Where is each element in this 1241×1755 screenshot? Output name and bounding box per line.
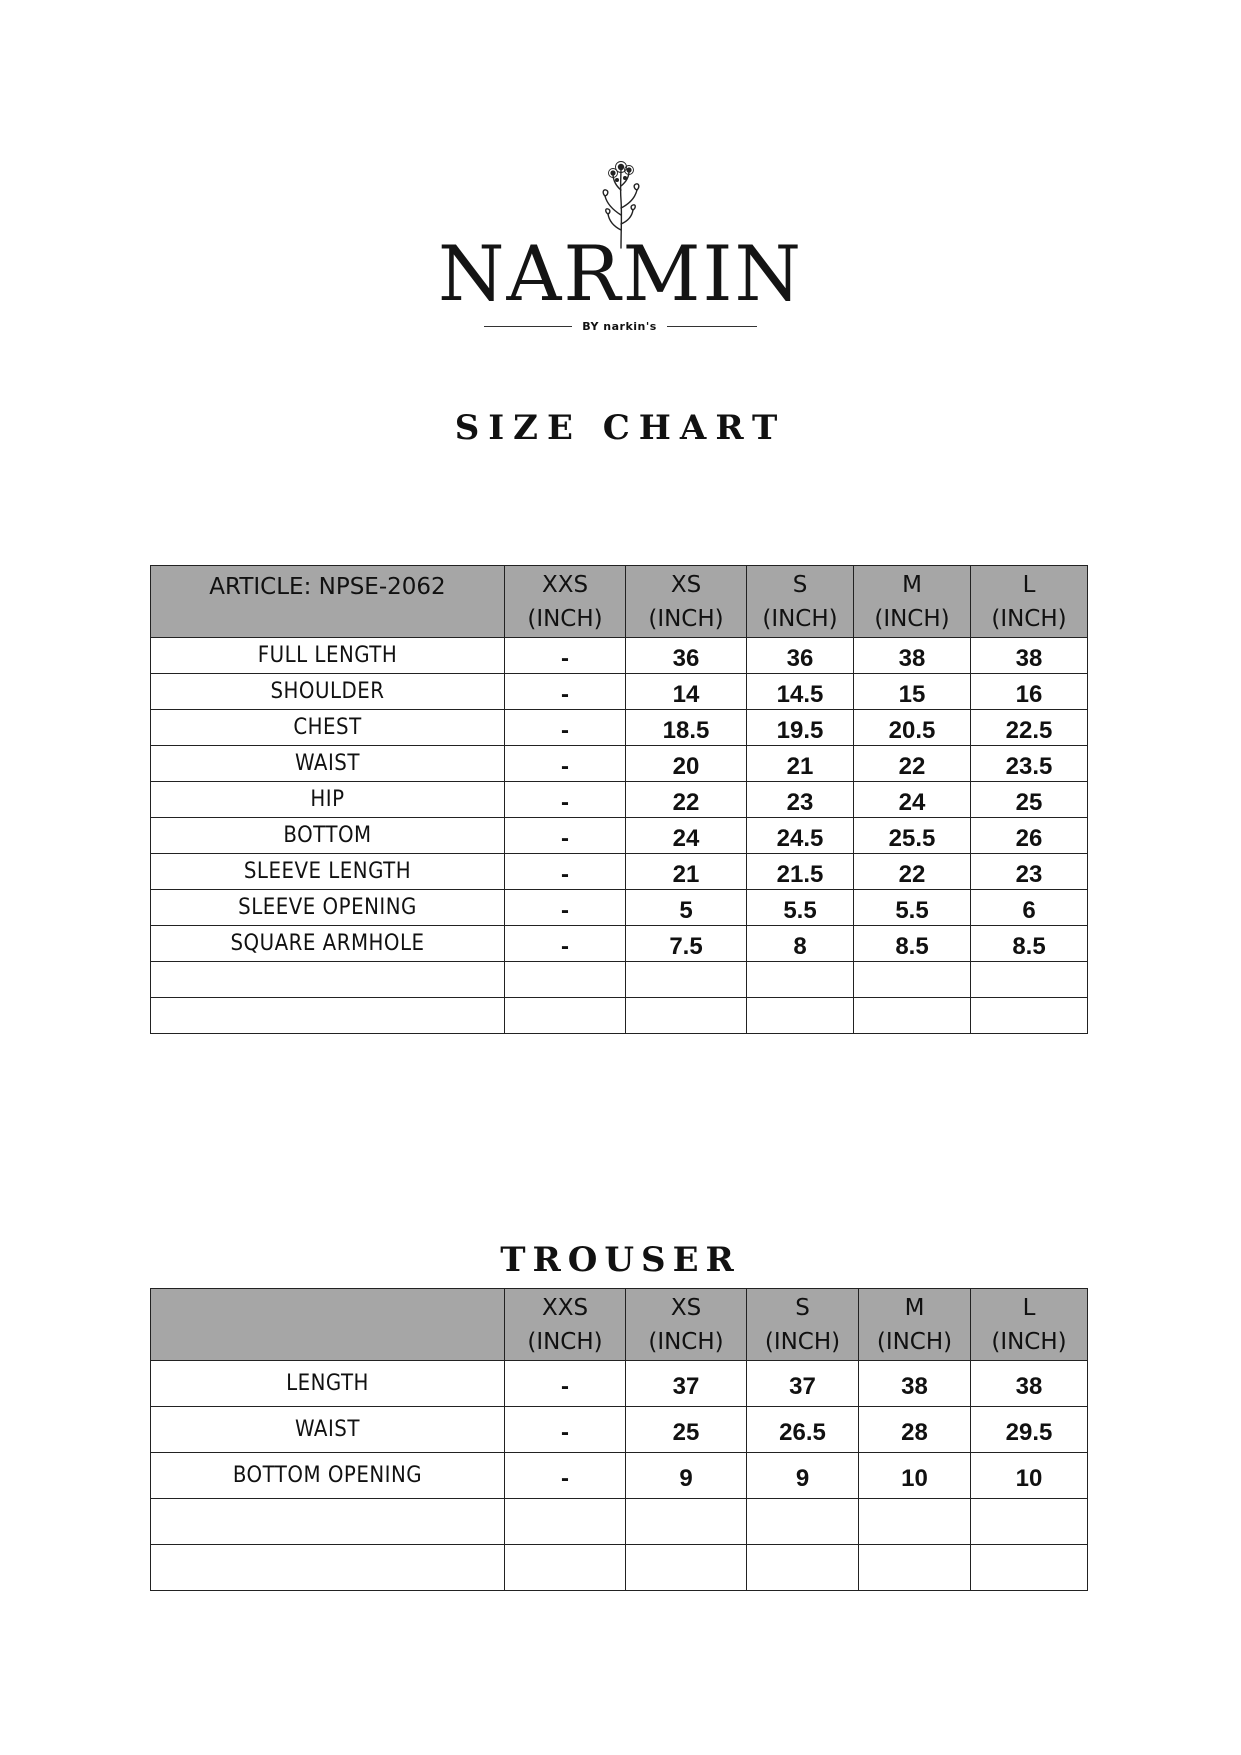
measurement-value bbox=[626, 1499, 747, 1545]
measurement-label: WAIST bbox=[151, 1407, 505, 1453]
size-header-s: S (INCH) bbox=[747, 566, 854, 638]
divider bbox=[484, 326, 572, 327]
measurement-label: CHEST bbox=[151, 710, 505, 746]
measurement-value: 18.5 bbox=[626, 710, 747, 746]
size-header-xxs: XXS (INCH) bbox=[505, 1289, 626, 1361]
measurement-value: 16 bbox=[971, 674, 1088, 710]
measurement-value: 28 bbox=[859, 1407, 971, 1453]
measurement-label bbox=[151, 962, 505, 998]
article-label: ARTICLE: NPSE-2062 bbox=[151, 566, 505, 638]
size-header-l: L (INCH) bbox=[971, 566, 1088, 638]
measurement-label bbox=[151, 998, 505, 1034]
trouser-table bbox=[150, 1288, 1088, 1591]
measurement-value bbox=[505, 962, 626, 998]
measurement-value bbox=[859, 1499, 971, 1545]
table-row bbox=[151, 962, 1088, 998]
measurement-label: SLEEVE LENGTH bbox=[151, 854, 505, 890]
measurement-value: 6 bbox=[971, 890, 1088, 926]
measurement-value bbox=[747, 1545, 859, 1591]
measurement-value: 9 bbox=[626, 1453, 747, 1499]
measurement-value bbox=[747, 962, 854, 998]
table-row bbox=[151, 746, 1088, 782]
table-header-row bbox=[151, 1289, 1088, 1361]
table-row bbox=[151, 854, 1088, 890]
measurement-value: 9 bbox=[747, 1453, 859, 1499]
measurement-value: 10 bbox=[859, 1453, 971, 1499]
measurement-label bbox=[151, 1545, 505, 1591]
measurement-value: 21.5 bbox=[747, 854, 854, 890]
measurement-label: HIP bbox=[151, 782, 505, 818]
size-header-xs: XS (INCH) bbox=[626, 566, 747, 638]
measurement-value: 7.5 bbox=[626, 926, 747, 962]
measurement-label: BOTTOM OPENING bbox=[151, 1453, 505, 1499]
measurement-value: 5 bbox=[626, 890, 747, 926]
measurement-value: 22 bbox=[854, 854, 971, 890]
size-header-xs: XS (INCH) bbox=[626, 1289, 747, 1361]
measurement-value bbox=[971, 1545, 1088, 1591]
measurement-value: 10 bbox=[971, 1453, 1088, 1499]
measurement-value: 23 bbox=[747, 782, 854, 818]
table-row bbox=[151, 1453, 1088, 1499]
measurement-value: 26.5 bbox=[747, 1407, 859, 1453]
size-header-l: L (INCH) bbox=[971, 1289, 1088, 1361]
measurement-value: 37 bbox=[626, 1361, 747, 1407]
measurement-value: - bbox=[505, 1361, 626, 1407]
measurement-value bbox=[971, 1499, 1088, 1545]
measurement-value: 38 bbox=[971, 638, 1088, 674]
measurement-value bbox=[747, 998, 854, 1034]
table-row bbox=[151, 1407, 1088, 1453]
table-row bbox=[151, 782, 1088, 818]
measurement-value: 23 bbox=[971, 854, 1088, 890]
measurement-value: 24.5 bbox=[747, 818, 854, 854]
table-row bbox=[151, 710, 1088, 746]
measurement-value bbox=[854, 998, 971, 1034]
divider bbox=[667, 326, 757, 327]
measurement-value: 20.5 bbox=[854, 710, 971, 746]
measurement-label: SQUARE ARMHOLE bbox=[151, 926, 505, 962]
measurement-value: 23.5 bbox=[971, 746, 1088, 782]
measurement-value bbox=[626, 1545, 747, 1591]
measurement-value: - bbox=[505, 1453, 626, 1499]
table-row bbox=[151, 638, 1088, 674]
measurement-value: 38 bbox=[971, 1361, 1088, 1407]
measurement-value: 8.5 bbox=[854, 926, 971, 962]
measurement-value: 38 bbox=[854, 638, 971, 674]
measurement-value: 29.5 bbox=[971, 1407, 1088, 1453]
measurement-value: 26 bbox=[971, 818, 1088, 854]
measurement-value: 20 bbox=[626, 746, 747, 782]
trouser-title: TROUSER bbox=[500, 1240, 741, 1280]
measurement-value: 14 bbox=[626, 674, 747, 710]
measurement-label: WAIST bbox=[151, 746, 505, 782]
measurement-value: 25.5 bbox=[854, 818, 971, 854]
measurement-value: 5.5 bbox=[747, 890, 854, 926]
table-header-row bbox=[151, 566, 1088, 638]
measurement-label bbox=[151, 1499, 505, 1545]
measurement-value: 25 bbox=[971, 782, 1088, 818]
table-row bbox=[151, 926, 1088, 962]
measurement-value: - bbox=[505, 710, 626, 746]
table-row bbox=[151, 1545, 1088, 1591]
measurement-value bbox=[859, 1545, 971, 1591]
measurement-value: 21 bbox=[747, 746, 854, 782]
measurement-value bbox=[505, 1545, 626, 1591]
measurement-value bbox=[971, 998, 1088, 1034]
measurement-value: - bbox=[505, 1407, 626, 1453]
measurement-value: 24 bbox=[626, 818, 747, 854]
measurement-value: 19.5 bbox=[747, 710, 854, 746]
sub-brand-text: BY narkin's bbox=[582, 320, 657, 333]
article-label bbox=[151, 1289, 505, 1361]
table-row bbox=[151, 1499, 1088, 1545]
measurement-label: FULL LENGTH bbox=[151, 638, 505, 674]
size-chart-table bbox=[150, 565, 1088, 1034]
measurement-value: 5.5 bbox=[854, 890, 971, 926]
size-header-m: M (INCH) bbox=[859, 1289, 971, 1361]
measurement-value: - bbox=[505, 782, 626, 818]
brand-logo bbox=[0, 160, 1241, 333]
measurement-value: 22 bbox=[854, 746, 971, 782]
measurement-value: - bbox=[505, 746, 626, 782]
measurement-value: - bbox=[505, 818, 626, 854]
table-row bbox=[151, 890, 1088, 926]
measurement-value: 14.5 bbox=[747, 674, 854, 710]
measurement-value: 24 bbox=[854, 782, 971, 818]
measurement-value bbox=[854, 962, 971, 998]
measurement-value: 22.5 bbox=[971, 710, 1088, 746]
measurement-value: - bbox=[505, 890, 626, 926]
measurement-value: 22 bbox=[626, 782, 747, 818]
measurement-label: LENGTH bbox=[151, 1361, 505, 1407]
measurement-value: - bbox=[505, 926, 626, 962]
measurement-value bbox=[971, 962, 1088, 998]
measurement-value: 36 bbox=[626, 638, 747, 674]
table-row bbox=[151, 674, 1088, 710]
measurement-value: 36 bbox=[747, 638, 854, 674]
measurement-value: 37 bbox=[747, 1361, 859, 1407]
measurement-label: SHOULDER bbox=[151, 674, 505, 710]
measurement-value bbox=[505, 1499, 626, 1545]
table-row bbox=[151, 1361, 1088, 1407]
measurement-value: 15 bbox=[854, 674, 971, 710]
measurement-value bbox=[505, 998, 626, 1034]
table-row bbox=[151, 818, 1088, 854]
measurement-value: 8.5 bbox=[971, 926, 1088, 962]
size-header-xxs: XXS (INCH) bbox=[505, 566, 626, 638]
measurement-value: - bbox=[505, 638, 626, 674]
measurement-value bbox=[626, 962, 747, 998]
measurement-value bbox=[626, 998, 747, 1034]
measurement-value: 8 bbox=[747, 926, 854, 962]
size-header-m: M (INCH) bbox=[854, 566, 971, 638]
measurement-value: - bbox=[505, 674, 626, 710]
measurement-value: 21 bbox=[626, 854, 747, 890]
measurement-value: 25 bbox=[626, 1407, 747, 1453]
measurement-label: SLEEVE OPENING bbox=[151, 890, 505, 926]
measurement-label: BOTTOM bbox=[151, 818, 505, 854]
size-header-s: S (INCH) bbox=[747, 1289, 859, 1361]
table-row bbox=[151, 998, 1088, 1034]
measurement-value: 38 bbox=[859, 1361, 971, 1407]
measurement-value: - bbox=[505, 854, 626, 890]
measurement-value bbox=[747, 1499, 859, 1545]
brand-subline bbox=[0, 320, 1241, 333]
size-chart-title: SIZE CHART bbox=[454, 408, 787, 448]
brand-name: NARMIN bbox=[438, 229, 803, 318]
